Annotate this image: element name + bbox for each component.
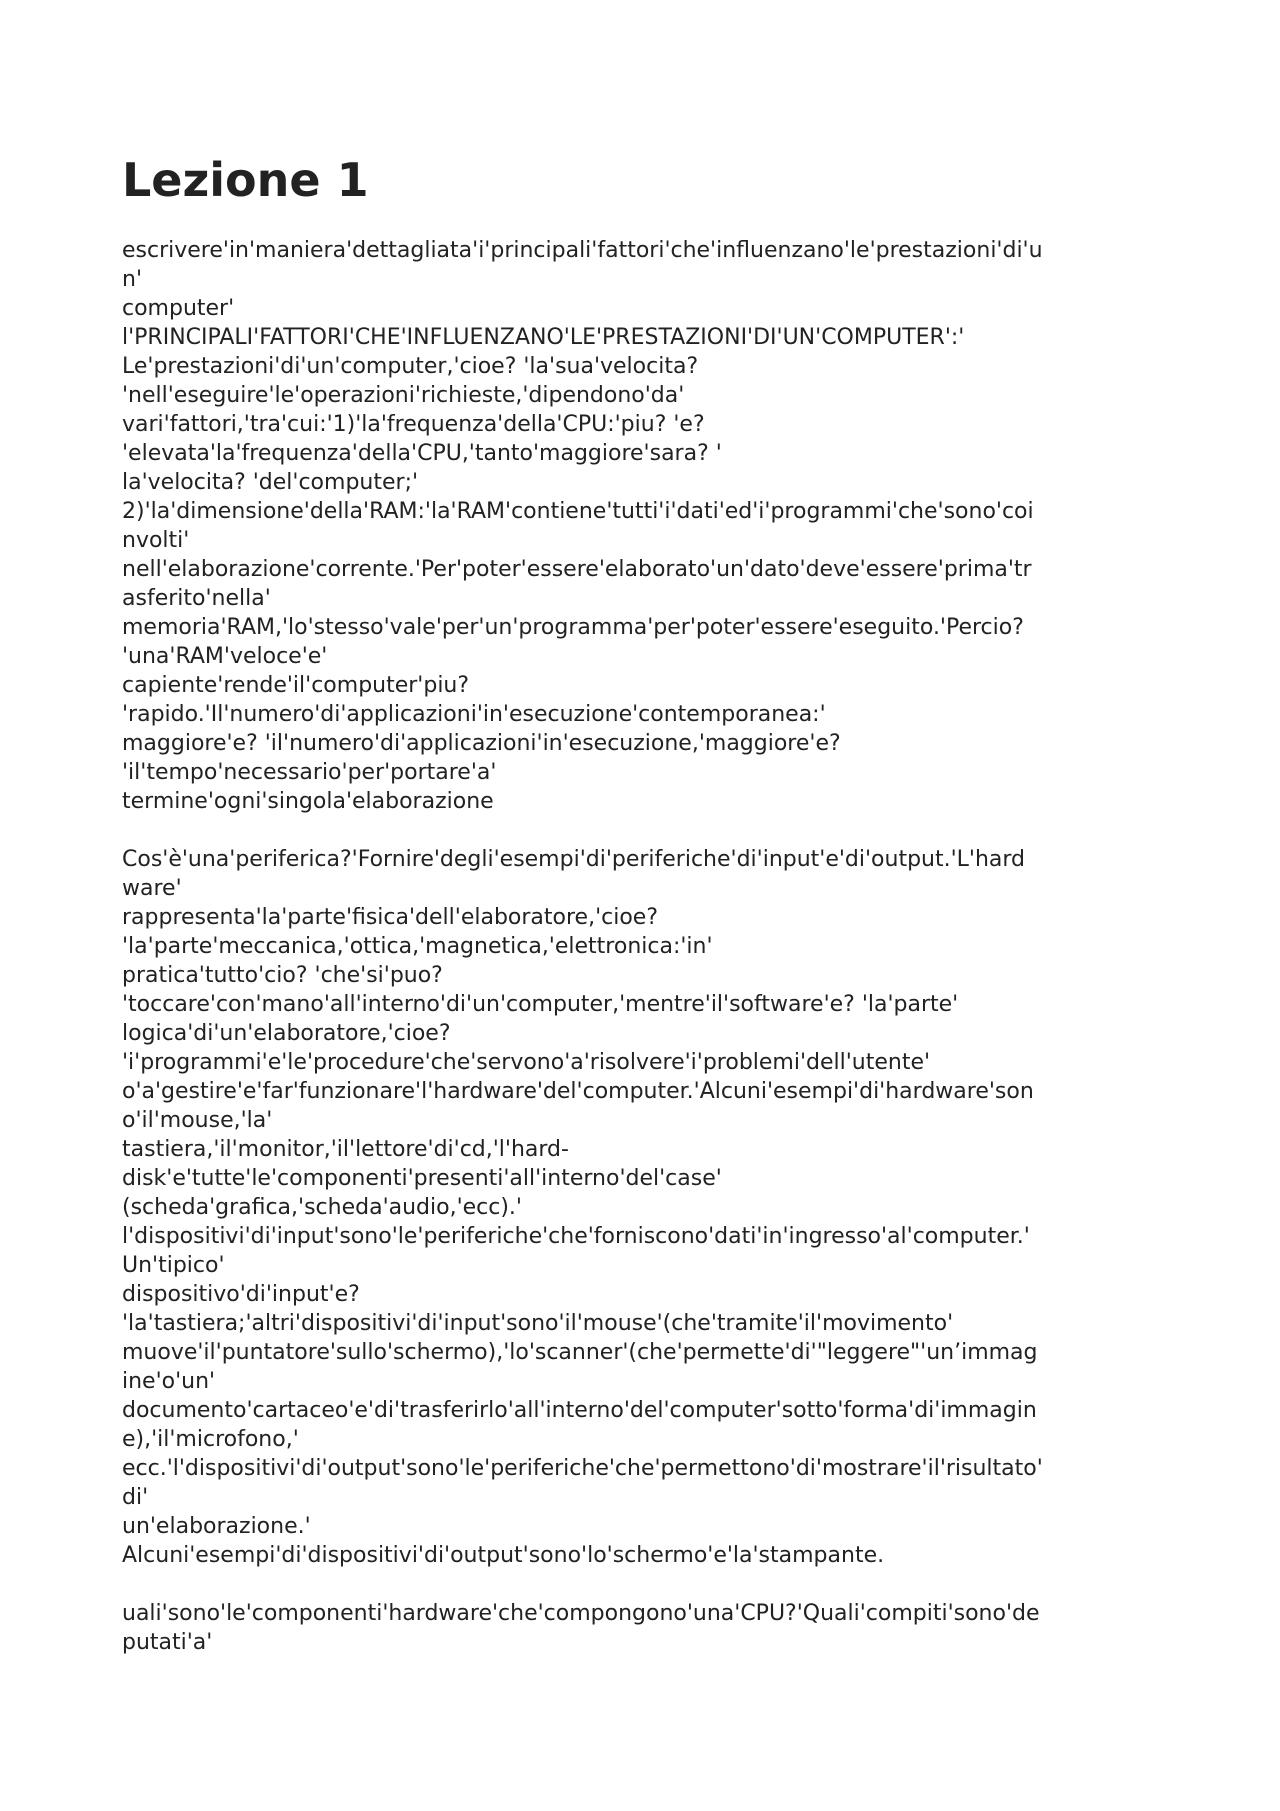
paragraph — [122, 236, 1172, 816]
text-line: 'il'tempo'necessario'per'portare'a' — [122, 760, 497, 785]
paragraph — [122, 845, 1172, 1570]
text-line: escrivere'in'maniera'dettagliata'i'principali'fattori'che'influenzano'le'prestazioni'di'u — [122, 238, 1043, 263]
text-line: nvolti' — [122, 528, 190, 553]
paragraph-gap — [122, 1570, 1172, 1599]
text-line: (scheda'grafica,'scheda'audio,'ecc).' — [122, 1195, 522, 1220]
text-line: 'la'parte'meccanica,'ottica,'magnetica,'elettronica:'in' — [122, 934, 713, 959]
text-line: 'i'programmi'e'le'procedure'che'servono'a'risolvere'i'problemi'dell'utente' — [122, 1050, 931, 1075]
text-line: capiente'rende'il'computer'piu? — [122, 673, 470, 698]
text-line: computer' — [122, 296, 235, 321]
text-line: memoria'RAM,'lo'stesso'vale'per'un'programma'per'poter'essere'eseguito.'Percio? — [122, 615, 1024, 640]
text-line: di' — [122, 1485, 149, 1510]
text-line: ware' — [122, 876, 182, 901]
page-title: Lezione 1 — [122, 153, 369, 207]
document-page — [122, 150, 1172, 1657]
text-line: o'il'mouse,'la' — [122, 1108, 273, 1133]
text-line: 'la'tastiera;'altri'dispositivi'di'input'sono'il'mouse'(che'tramite'il'movimento' — [122, 1311, 954, 1336]
text-line: un'elaborazione.' — [122, 1514, 311, 1539]
text-line: documento'cartaceo'e'di'trasferirlo'all'interno'del'computer'sotto'forma'di'immagin — [122, 1398, 1037, 1423]
text-line: l'dispositivi'di'input'sono'le'periferiche'che'forniscono'dati'in'ingresso'al'computer.' — [122, 1224, 1030, 1249]
text-line: asferito'nella' — [122, 586, 271, 611]
text-line: dispositivo'di'input'e? — [122, 1282, 360, 1307]
text-line: 2)'la'dimensione'della'RAM:'la'RAM'contiene'tutti'i'dati'ed'i'programmi'che'sono'coi — [122, 499, 1034, 524]
text-line: la'velocita? 'del'computer;' — [122, 470, 419, 495]
text-line: Un'tipico' — [122, 1253, 225, 1278]
text-line: l'PRINCIPALI'FATTORI'CHE'INFLUENZANO'LE'PRESTAZIONI'DI'UN'COMPUTER':' — [122, 325, 965, 350]
text-line: tastiera,'il'monitor,'il'lettore'di'cd,'l'hard- — [122, 1137, 569, 1162]
text-line: ecc.'l'dispositivi'di'output'sono'le'periferiche'che'permettono'di'mostrare'il'risultato' — [122, 1456, 1043, 1481]
text-line: uali'sono'le'componenti'hardware'che'compongono'una'CPU?'Quali'compiti'sono'de — [122, 1601, 1040, 1626]
text-line: nell'elaborazione'corrente.'Per'poter'essere'elaborato'un'dato'deve'essere'prima'tr — [122, 557, 1032, 582]
text-line: disk'e'tutte'le'componenti'presenti'all'interno'del'case' — [122, 1166, 722, 1191]
text-line: 'rapido.'Il'numero'di'applicazioni'in'esecuzione'contemporanea:' — [122, 702, 826, 727]
text-line: Alcuni'esempi'di'dispositivi'di'output'sono'lo'schermo'e'la'stampante. — [122, 1543, 885, 1568]
text-line: maggiore'e? 'il'numero'di'applicazioni'in'esecuzione,'maggiore'e? — [122, 731, 841, 756]
text-line: termine'ogni'singola'elaborazione — [122, 789, 494, 814]
text-line: 'una'RAM'veloce'e' — [122, 644, 328, 669]
text-line: o'a'gestire'e'far'funzionare'l'hardware'del'computer.'Alcuni'esempi'di'hardware'son — [122, 1079, 1034, 1104]
text-line: vari'fattori,'tra'cui:'1)'la'frequenza'della'CPU:'piu? 'e? — [122, 412, 705, 437]
text-line: 'elevata'la'frequenza'della'CPU,'tanto'maggiore'sara? ' — [122, 441, 722, 466]
text-line: logica'di'un'elaboratore,'cioe? — [122, 1021, 451, 1046]
paragraph-gap — [122, 816, 1172, 845]
document-body — [122, 236, 1172, 1657]
text-line: muove'il'puntatore'sullo'schermo),'lo'scanner'(che'permette'di'"leggere"'un’immag — [122, 1340, 1038, 1365]
text-line: Le'prestazioni'di'un'computer,'cioe? 'la'sua'velocita? — [122, 354, 699, 379]
text-line: n' — [122, 267, 142, 292]
text-line: 'toccare'con'mano'all'interno'di'un'computer,'mentre'il'software'e? 'la'parte' — [122, 992, 959, 1017]
text-line: Cos'è'una'periferica?'Fornire'degli'esempi'di'periferiche'di'input'e'di'output.'L'hard — [122, 847, 1026, 872]
text-line: ine'o'un' — [122, 1369, 216, 1394]
text-line: e),'il'microfono,' — [122, 1427, 299, 1452]
paragraph — [122, 1599, 1172, 1657]
text-line: putati'a' — [122, 1630, 213, 1655]
text-line: 'nell'eseguire'le'operazioni'richieste,'dipendono'da' — [122, 383, 685, 408]
text-line: pratica'tutto'cio? 'che'si'puo? — [122, 963, 443, 988]
text-line: rappresenta'la'parte'fisica'dell'elaboratore,'cioe? — [122, 905, 659, 930]
